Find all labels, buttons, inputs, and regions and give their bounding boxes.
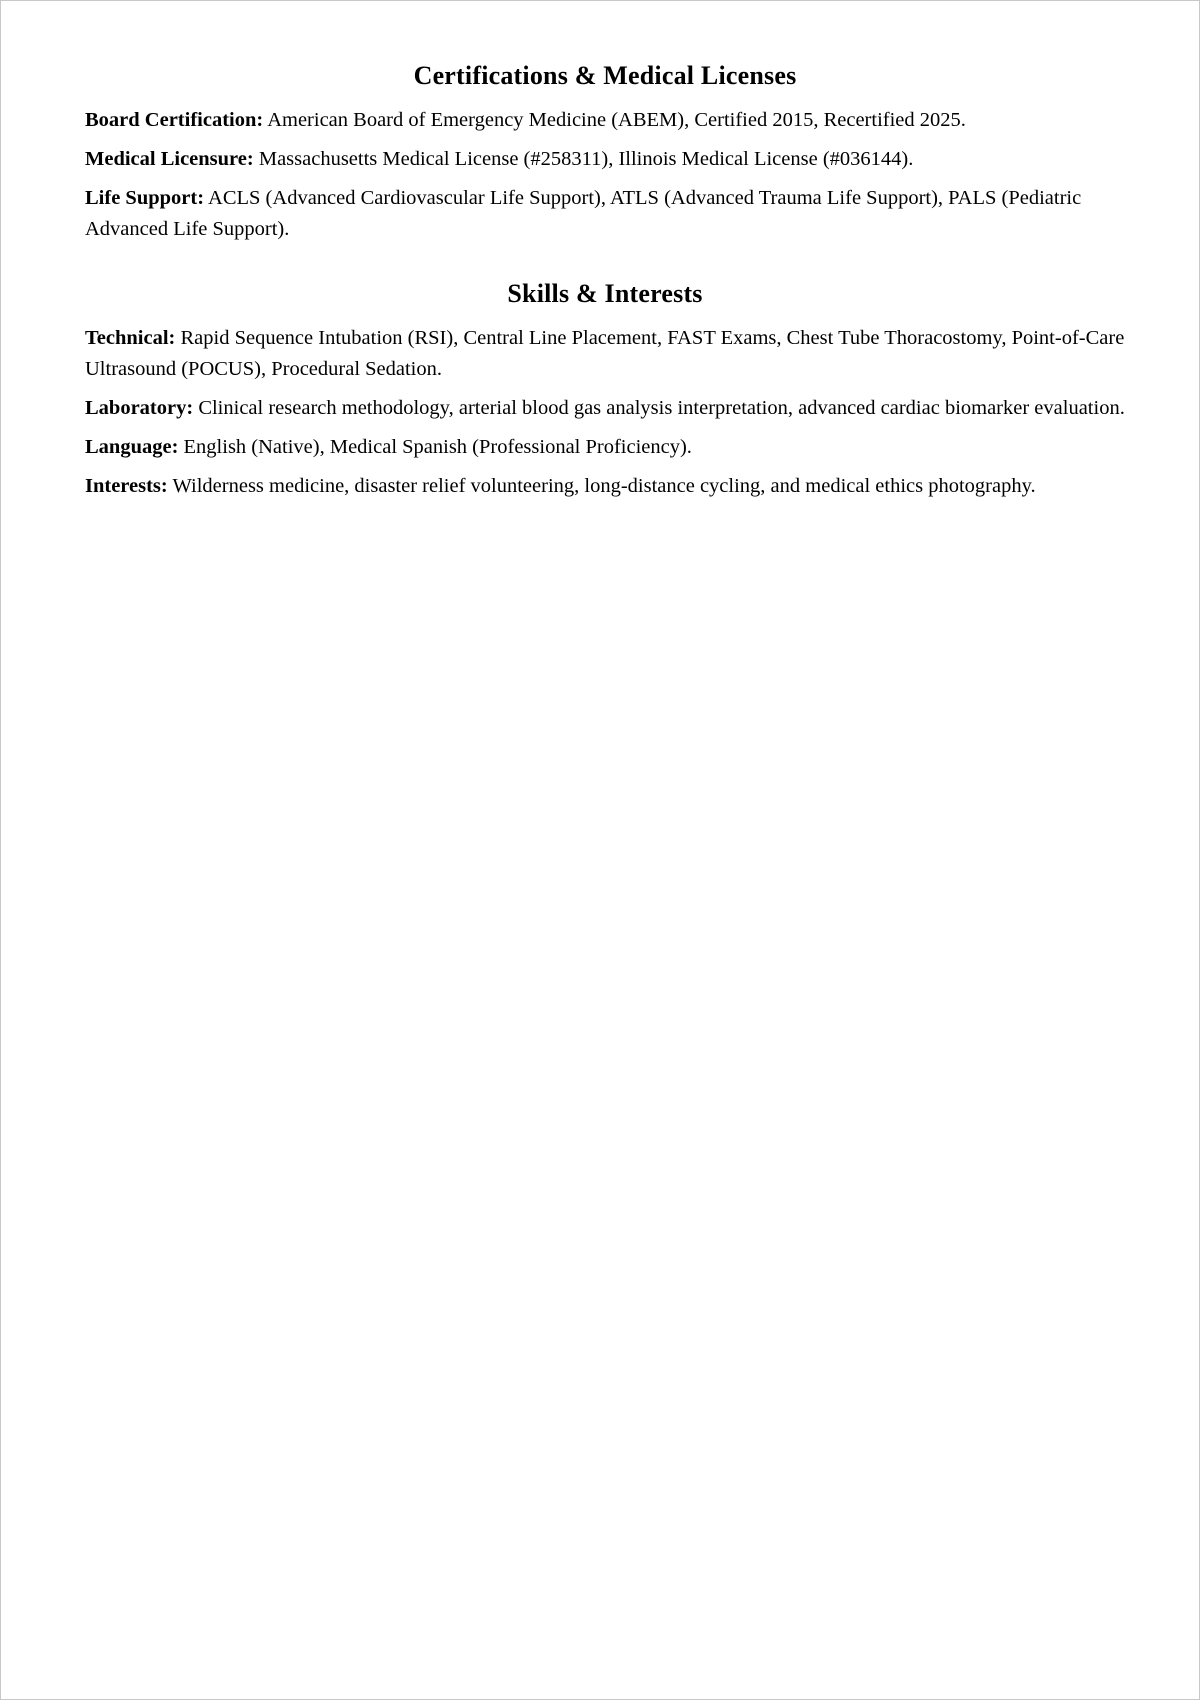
entry-text: Clinical research methodology, arterial blood gas analysis interpretation, advanced cardiac biomarker evaluation. [198,397,1125,419]
skills-section [85,271,1125,502]
entry-text: Massachusetts Medical License (#258311), Illinois Medical License (#036144). [258,148,914,170]
certifications-heading: Certifications & Medical Licenses [413,61,797,90]
laboratory-entry [85,393,1125,424]
technical-entry [85,323,1125,385]
life-support-entry [85,183,1125,245]
entry-label: Technical: [85,327,176,349]
entry-label: Life Support: [85,187,205,209]
entry-text: English (Native), Medical Spanish (Professional Proficiency). [183,436,692,458]
entry-text: ACLS (Advanced Cardiovascular Life Support), ATLS (Advanced Trauma Life Support), PALS (Pediatric Advanced Life Support). [85,187,1082,240]
certifications-section [85,53,1125,245]
interests-entry [85,471,1125,502]
page-content [85,53,1125,510]
entry-label: Laboratory: [85,397,194,419]
entry-label: Interests: [85,475,168,497]
entry-label: Board Certification: [85,109,264,131]
entry-label: Medical Licensure: [85,148,254,170]
entry-text: American Board of Emergency Medicine (ABEM), Certified 2015, Recertified 2025. [267,109,966,131]
medical-licensure-entry [85,144,1125,175]
skills-heading: Skills & Interests [507,279,703,308]
entry-text: Wilderness medicine, disaster relief volunteering, long-distance cycling, and medical ethics photography. [172,475,1036,497]
language-entry [85,432,1125,463]
entry-text: Rapid Sequence Intubation (RSI), Central Line Placement, FAST Exams, Chest Tube Thoracostomy, Point-of-Care Ultrasound (POCUS), Procedural Sedation. [85,327,1125,380]
entry-label: Language: [85,436,179,458]
board-certification-entry [85,105,1125,136]
